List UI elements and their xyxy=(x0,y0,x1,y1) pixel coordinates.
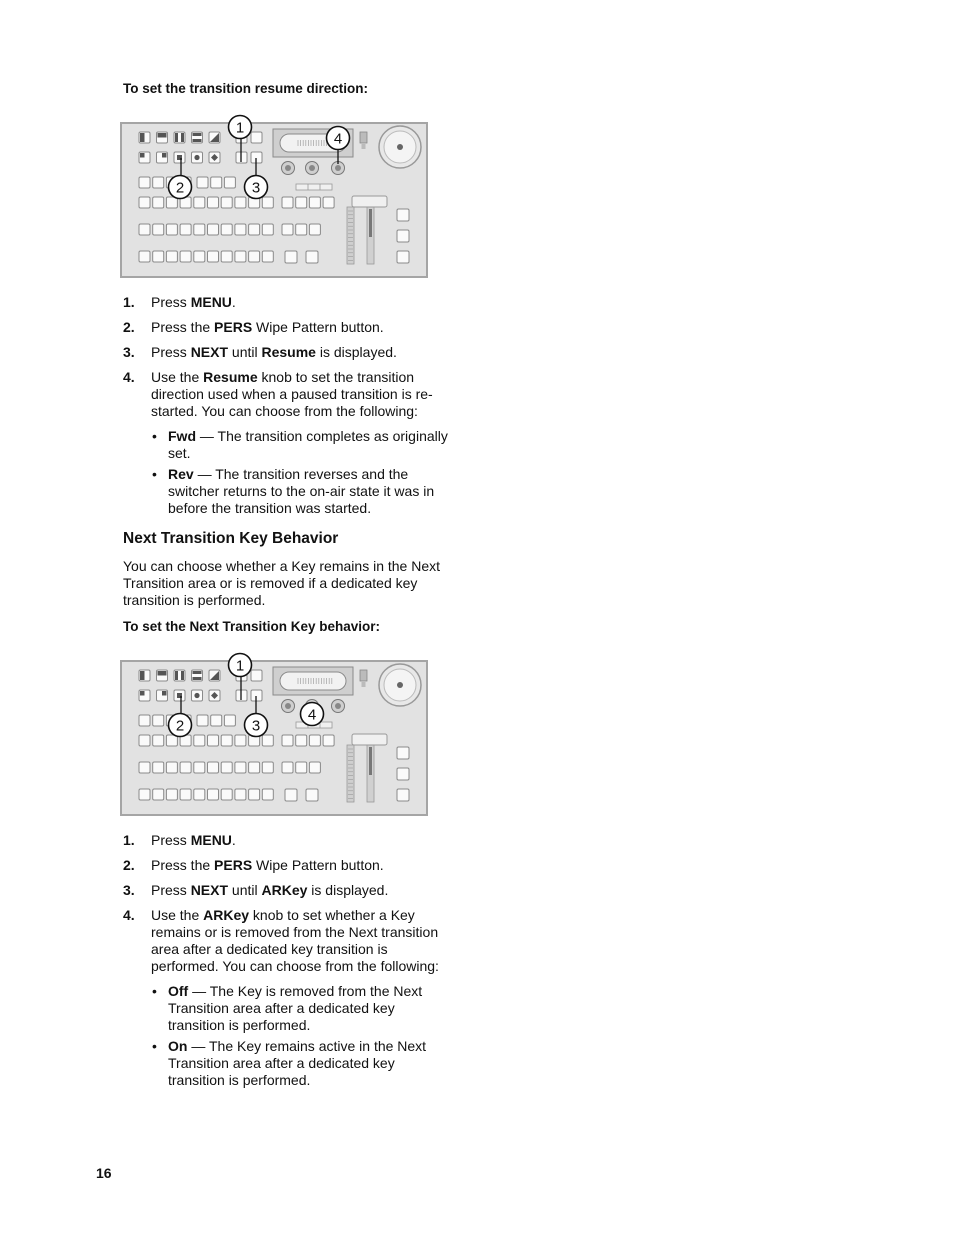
joystick-center xyxy=(397,682,403,688)
panel-button xyxy=(208,762,219,773)
knob-center xyxy=(335,703,341,709)
indicator-icon xyxy=(362,682,366,687)
procedure-steps xyxy=(123,832,458,1097)
page-number: 16 xyxy=(96,1165,112,1181)
option-item xyxy=(151,428,455,462)
panel-button xyxy=(249,762,260,773)
panel-button xyxy=(221,224,232,235)
bold-term: ARKey xyxy=(203,907,250,923)
step-number: 3. xyxy=(123,882,135,898)
panel-button xyxy=(166,251,177,262)
panel-button xyxy=(221,251,232,262)
bullet-icon: • xyxy=(152,428,157,444)
panel-button xyxy=(139,789,150,800)
control-panel-illustration xyxy=(118,650,432,820)
option-text: Fwd — The transition completes as originally set. xyxy=(168,428,448,461)
panel-button xyxy=(153,715,164,726)
panel-button xyxy=(235,197,246,208)
indicator-icon xyxy=(360,670,367,681)
panel-button xyxy=(262,251,273,262)
panel-button xyxy=(224,715,235,726)
panel-button xyxy=(153,789,164,800)
panel-button xyxy=(221,197,232,208)
pattern-icon xyxy=(158,671,167,676)
pattern-icon xyxy=(193,133,202,136)
panel-button xyxy=(309,762,320,773)
option-text: Off — The Key is removed from the Next Transition area after a dedicated key transition is performed. xyxy=(168,983,423,1033)
panel-button xyxy=(249,224,260,235)
knob-center xyxy=(309,165,315,171)
panel-button xyxy=(262,789,273,800)
pattern-icon xyxy=(140,153,145,158)
bold-term: Off xyxy=(168,983,189,999)
panel-button xyxy=(235,762,246,773)
pattern-icon xyxy=(181,671,184,680)
panel-button xyxy=(285,789,297,801)
panel-button xyxy=(249,251,260,262)
bullet-icon: • xyxy=(152,1038,157,1054)
bold-term: Rev xyxy=(168,466,194,482)
panel-button xyxy=(306,251,318,263)
indicator-icon xyxy=(362,144,366,149)
fader-handle xyxy=(352,734,387,745)
panel-button xyxy=(208,735,219,746)
pattern-icon xyxy=(162,691,167,696)
bold-term: Resume xyxy=(203,369,258,385)
panel-button xyxy=(153,251,164,262)
pattern-icon xyxy=(158,133,167,138)
step-text: Use the ARKey knob to set whether a Key remains or is removed from the Next transition area after a dedicated key transition is performed. You can choose from the following: xyxy=(151,907,439,974)
panel-button xyxy=(262,735,273,746)
fader-handle xyxy=(352,196,387,207)
pattern-icon xyxy=(162,153,167,158)
panel-button xyxy=(282,224,293,235)
procedure-heading-key-behavior: To set the Next Transition Key behavior: xyxy=(123,619,381,634)
display-screen xyxy=(280,672,346,690)
step-item xyxy=(123,857,458,874)
panel-button xyxy=(139,735,150,746)
pattern-icon xyxy=(193,677,202,680)
step-number: 2. xyxy=(123,857,135,873)
pattern-icon xyxy=(194,155,199,160)
option-list xyxy=(151,983,458,1089)
panel-button xyxy=(208,789,219,800)
option-item xyxy=(151,983,455,1034)
panel-button xyxy=(397,747,409,759)
panel-button xyxy=(262,197,273,208)
step-item xyxy=(123,907,458,1089)
panel-button xyxy=(197,177,208,188)
step-text: Use the Resume knob to set the transition direction used when a paused transition is re-started. You can choose from the following: xyxy=(151,369,433,419)
panel-button xyxy=(235,735,246,746)
step-text: Press the PERS Wipe Pattern button. xyxy=(151,857,384,873)
pattern-icon xyxy=(140,691,145,696)
step-text: Press the PERS Wipe Pattern button. xyxy=(151,319,384,335)
panel-button xyxy=(194,789,205,800)
callout-number: 3 xyxy=(251,717,261,735)
knob-center xyxy=(335,165,341,171)
panel-button xyxy=(194,735,205,746)
panel-button xyxy=(397,768,409,780)
panel-button xyxy=(194,224,205,235)
panel-button xyxy=(180,224,191,235)
pattern-icon xyxy=(140,671,145,680)
option-text: On — The Key remains active in the Next Transition area after a dedicated key transition is performed. xyxy=(168,1038,427,1088)
panel-button xyxy=(211,177,222,188)
panel-button xyxy=(208,251,219,262)
panel-button xyxy=(224,177,235,188)
panel-button xyxy=(221,735,232,746)
panel-button xyxy=(166,789,177,800)
step-number: 3. xyxy=(123,344,135,360)
pattern-icon xyxy=(140,133,145,142)
bold-term: MENU xyxy=(190,832,232,848)
procedure-steps xyxy=(123,294,458,525)
bold-term: NEXT xyxy=(190,344,229,360)
step-item xyxy=(123,294,458,311)
knob-center xyxy=(285,703,291,709)
panel-button xyxy=(251,670,262,681)
step-item xyxy=(123,369,458,517)
panel-button xyxy=(153,224,164,235)
panel-button xyxy=(139,251,150,262)
panel-button xyxy=(180,251,191,262)
section-intro: You can choose whether a Key remains in the Next Transition area or is removed if a dedicated key transition is performed. xyxy=(123,558,441,608)
indicator-icon xyxy=(360,132,367,143)
step-number: 1. xyxy=(123,832,135,848)
panel-button xyxy=(323,735,334,746)
panel-button xyxy=(235,224,246,235)
callout-number: 1 xyxy=(235,657,245,675)
callout-number: 2 xyxy=(175,179,185,197)
step-number: 4. xyxy=(123,907,135,923)
pattern-icon xyxy=(193,671,202,674)
panel-button xyxy=(397,251,409,263)
fader-slot xyxy=(369,209,372,237)
fader-scale xyxy=(347,207,354,264)
panel-button xyxy=(296,224,307,235)
panel-button xyxy=(166,224,177,235)
step-item xyxy=(123,832,458,849)
panel-button xyxy=(309,735,320,746)
panel-button xyxy=(397,209,409,221)
panel-button xyxy=(139,715,150,726)
callout-number: 3 xyxy=(251,179,261,197)
step-item xyxy=(123,319,458,336)
panel-button xyxy=(397,789,409,801)
panel-button xyxy=(282,735,293,746)
panel-button xyxy=(139,762,150,773)
panel-button xyxy=(166,762,177,773)
panel-button xyxy=(296,735,307,746)
panel-button xyxy=(197,715,208,726)
joystick-center xyxy=(397,144,403,150)
panel-button xyxy=(166,197,177,208)
panel-button xyxy=(153,177,164,188)
step-text: Press NEXT until ARKey is displayed. xyxy=(151,882,389,898)
panel-button xyxy=(139,177,150,188)
panel-button xyxy=(180,789,191,800)
panel-button xyxy=(296,762,307,773)
pattern-icon xyxy=(175,133,178,142)
callout-number: 2 xyxy=(175,717,185,735)
section-heading: Next Transition Key Behavior xyxy=(123,530,339,547)
panel-button xyxy=(139,197,150,208)
panel-button xyxy=(285,251,297,263)
bold-term: PERS xyxy=(214,319,253,335)
panel-button xyxy=(153,197,164,208)
fader-slot xyxy=(369,747,372,775)
panel-button xyxy=(251,132,262,143)
option-list xyxy=(151,428,458,517)
step-text: Press NEXT until Resume is displayed. xyxy=(151,344,397,360)
bold-term: On xyxy=(168,1038,188,1054)
panel-button xyxy=(139,224,150,235)
step-number: 1. xyxy=(123,294,135,310)
bold-term: PERS xyxy=(214,857,253,873)
panel-button xyxy=(208,197,219,208)
step-text: Press MENU. xyxy=(151,832,236,848)
panel-button xyxy=(262,224,273,235)
step-text: Press MENU. xyxy=(151,294,236,310)
panel-button xyxy=(309,197,320,208)
panel-button xyxy=(323,197,334,208)
callout-number: 4 xyxy=(333,130,343,148)
panel-button xyxy=(235,789,246,800)
panel-button xyxy=(194,762,205,773)
bullet-icon: • xyxy=(152,983,157,999)
fader-scale xyxy=(347,745,354,802)
step-number: 2. xyxy=(123,319,135,335)
option-item xyxy=(151,1038,455,1089)
panel-button xyxy=(309,224,320,235)
pattern-icon xyxy=(193,139,202,142)
bold-term: Fwd xyxy=(168,428,196,444)
panel-button xyxy=(153,762,164,773)
pattern-icon xyxy=(194,693,199,698)
panel-button xyxy=(397,230,409,242)
option-text: Rev — The transition reverses and the switcher returns to the on-air state it was in before the transition was started. xyxy=(168,466,435,516)
panel-button xyxy=(296,197,307,208)
callout-number: 1 xyxy=(235,119,245,137)
bold-term: Resume xyxy=(261,344,316,360)
bold-term: ARKey xyxy=(261,882,308,898)
pattern-icon xyxy=(175,671,178,680)
panel-button xyxy=(166,735,177,746)
panel-button xyxy=(306,789,318,801)
panel-button xyxy=(235,251,246,262)
panel-button xyxy=(221,762,232,773)
key-indicator xyxy=(296,184,332,190)
panel-button xyxy=(282,762,293,773)
panel-button xyxy=(194,251,205,262)
knob-center xyxy=(285,165,291,171)
step-item xyxy=(123,882,458,899)
panel-button xyxy=(221,789,232,800)
control-panel-illustration xyxy=(118,112,432,282)
panel-button xyxy=(282,197,293,208)
panel-button xyxy=(153,735,164,746)
bold-term: NEXT xyxy=(190,882,229,898)
panel-button xyxy=(194,197,205,208)
step-item xyxy=(123,344,458,361)
step-number: 4. xyxy=(123,369,135,385)
callout-number: 4 xyxy=(307,706,317,724)
panel-button xyxy=(211,715,222,726)
panel-button xyxy=(180,762,191,773)
procedure-heading-resume: To set the transition resume direction: xyxy=(123,81,369,96)
bold-term: MENU xyxy=(190,294,232,310)
pattern-icon xyxy=(181,133,184,142)
panel-button xyxy=(208,224,219,235)
option-item xyxy=(151,466,455,517)
bullet-icon: • xyxy=(152,466,157,482)
panel-button xyxy=(249,789,260,800)
panel-button xyxy=(262,762,273,773)
